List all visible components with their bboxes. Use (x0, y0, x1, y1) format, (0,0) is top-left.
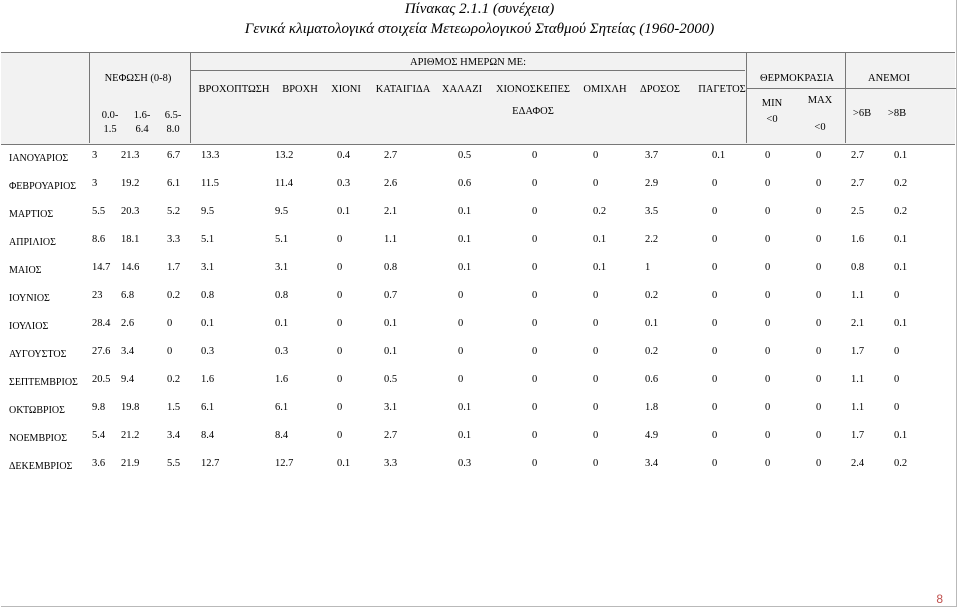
table-cell: 6.1 (275, 402, 289, 413)
month-label: ΙΟΥΛΙΟΣ (9, 321, 49, 332)
month-label: ΜΑΡΤΙΟΣ (9, 209, 54, 220)
table-cell: 2.2 (645, 234, 659, 245)
table-cell: 0.1 (894, 262, 908, 273)
rain-header: ΒΡΟΧΗ (282, 84, 318, 95)
table-cell: 3.4 (645, 458, 659, 469)
table-cell: 0 (816, 318, 822, 329)
table-cell: 0 (593, 374, 599, 385)
month-label: ΟΚΤΩΒΡΙΟΣ (9, 405, 65, 416)
table-cell: 0 (337, 290, 343, 301)
table-cell: 0.7 (384, 290, 398, 301)
table-cell: 0 (337, 374, 343, 385)
table-cell: 0 (532, 374, 538, 385)
table-cell: 0 (337, 346, 343, 357)
table-cell: 0.3 (458, 458, 472, 469)
month-label: ΙΟΥΝΙΟΣ (9, 293, 50, 304)
table-cell: 0 (765, 430, 771, 441)
table-cell: 0 (532, 234, 538, 245)
table-cell: 0.1 (712, 150, 726, 161)
tmax-header: <0 (814, 122, 826, 133)
table-cell: 1.6 (851, 234, 865, 245)
tmin-header: <0 (766, 114, 778, 125)
table-cell: 0.4 (337, 150, 351, 161)
table-cell: 13.2 (275, 150, 294, 161)
table-cell: 23 (92, 290, 103, 301)
table-cell: 0 (816, 346, 822, 357)
table-cell: 0 (765, 234, 771, 245)
table-cell: 19.8 (121, 402, 140, 413)
table-cell: 0 (532, 430, 538, 441)
table-cell: 21.3 (121, 150, 140, 161)
table-cell: 0.1 (458, 234, 472, 245)
table-cell: 9.5 (201, 206, 215, 217)
table-cell: 0.1 (458, 206, 472, 217)
table-cell: 0.1 (384, 318, 398, 329)
table-cell: 27.6 (92, 346, 111, 357)
table-cell: 0.1 (458, 262, 472, 273)
table-cell: 0 (712, 430, 718, 441)
table-cell: 0 (458, 290, 464, 301)
table-cell: 6.1 (201, 402, 215, 413)
month-label: ΙΑΝΟΥΑΡΙΟΣ (9, 153, 69, 164)
table-cell: 3.1 (384, 402, 398, 413)
table-cell: 0 (712, 374, 718, 385)
table-cell: 0 (593, 178, 599, 189)
table-cell: 0.5 (458, 150, 472, 161)
table-cell: 0.2 (593, 206, 607, 217)
table-cell: 6.1 (167, 178, 181, 189)
table-cell: 8.4 (201, 430, 215, 441)
table-cell: 0 (712, 402, 718, 413)
table-cell: 0.2 (894, 178, 908, 189)
table-cell: 3.5 (645, 206, 659, 217)
table-cell: 6.8 (121, 290, 135, 301)
table-cell: 3.7 (645, 150, 659, 161)
table-cell: 0.6 (458, 178, 472, 189)
table-cell: 0.1 (593, 234, 607, 245)
header-divider (746, 88, 956, 89)
table-cell: 0 (532, 262, 538, 273)
table-cell: 1.1 (851, 402, 865, 413)
table-cell: 0 (765, 178, 771, 189)
table-cell: 0.1 (337, 458, 351, 469)
table-cell: 0.1 (894, 150, 908, 161)
table-cell: 0.1 (201, 318, 215, 329)
table-cell: 0.8 (384, 262, 398, 273)
table-cell: 14.7 (92, 262, 111, 273)
table-cell: 0 (765, 458, 771, 469)
table-cell: 5.2 (167, 206, 181, 217)
tmax-header: MAX (807, 95, 833, 106)
table-cell: 0.1 (337, 206, 351, 217)
table-cell: 2.7 (851, 178, 865, 189)
table-cell: 14.6 (121, 262, 140, 273)
month-label: ΜΑΙΟΣ (9, 265, 42, 276)
tmin-header: MIN (761, 98, 783, 109)
cloud-range-1: 1.5 (103, 124, 117, 135)
table-cell: 3.3 (167, 234, 181, 245)
table-cell: 0.8 (201, 290, 215, 301)
rainfall-header: ΒΡΟΧΟΠΤΩΣΗ (198, 84, 270, 95)
table-cell: 0 (894, 290, 900, 301)
table-cell: 0 (593, 150, 599, 161)
table-cell: 0 (816, 402, 822, 413)
hail-header: ΧΑΛΑΖΙ (441, 84, 483, 95)
table-cell: 0 (593, 346, 599, 357)
wind-6b-header: >6B (852, 108, 872, 119)
table-cell: 0.1 (894, 318, 908, 329)
table-cell: 0 (894, 402, 900, 413)
table-cell: 1.7 (167, 262, 181, 273)
table-cell: 21.2 (121, 430, 140, 441)
table-cell: 0.1 (894, 430, 908, 441)
table-cell: 0 (765, 374, 771, 385)
table-cell: 0 (816, 262, 822, 273)
table-cell: 1.6 (275, 374, 289, 385)
table-cell: 0 (894, 346, 900, 357)
header-divider (845, 52, 846, 143)
table-cell: 4.9 (645, 430, 659, 441)
table-cell: 3 (92, 178, 98, 189)
table-cell: 2.4 (851, 458, 865, 469)
snow-header: ΧΙΟΝΙ (331, 84, 361, 95)
table-cell: 3.1 (275, 262, 289, 273)
table-cell: 11.4 (275, 178, 293, 189)
table-cell: 1.1 (851, 290, 865, 301)
table-cell: 0.3 (201, 346, 215, 357)
table-cell: 0 (816, 374, 822, 385)
table-cell: 0 (337, 430, 343, 441)
table-cell: 2.7 (384, 150, 398, 161)
table-cell: 0.2 (645, 290, 659, 301)
table-cell: 2.1 (851, 318, 865, 329)
header-divider (190, 52, 191, 143)
month-label: ΑΥΓΟΥΣΤΟΣ (9, 349, 67, 360)
table-cell: 3 (92, 150, 98, 161)
table-cell: 28.4 (92, 318, 111, 329)
table-cell: 0.8 (275, 290, 289, 301)
table-cell: 0 (816, 290, 822, 301)
table-cell: 0.6 (645, 374, 659, 385)
wind-8b-header: >8B (887, 108, 907, 119)
table-cell: 8.4 (275, 430, 289, 441)
table-cell: 13.3 (201, 150, 220, 161)
table-cell: 0 (337, 262, 343, 273)
table-cell: 0 (167, 318, 173, 329)
cloud-cover-header: ΝΕΦΩΣΗ (0-8) (104, 73, 172, 84)
header-divider (190, 70, 745, 71)
table-cell: 5.1 (201, 234, 215, 245)
cloud-range-2: 1.6- (133, 110, 151, 121)
month-label: ΑΠΡΙΛΙΟΣ (9, 237, 56, 248)
table-cell: 0 (712, 206, 718, 217)
table-cell: 1.7 (851, 430, 865, 441)
table-cell: 5.5 (92, 206, 106, 217)
table-cell: 0 (816, 430, 822, 441)
table-cell: 0 (593, 290, 599, 301)
table-cell: 0 (712, 318, 718, 329)
table-cell: 0.2 (894, 458, 908, 469)
table-cell: 2.7 (851, 150, 865, 161)
snow-cover-header: ΕΔΑΦΟΣ (512, 106, 554, 117)
table-cell: 20.5 (92, 374, 111, 385)
table-cell: 0 (765, 262, 771, 273)
table-cell: 0 (458, 374, 464, 385)
table-cell: 0.5 (384, 374, 398, 385)
table-cell: 0.2 (167, 374, 181, 385)
table-cell: 0 (167, 346, 173, 357)
temperature-header: ΘΕΡΜΟΚΡΑΣΙΑ (760, 73, 834, 84)
table-cell: 0 (458, 318, 464, 329)
table-cell: 0 (765, 150, 771, 161)
table-cell: 2.7 (384, 430, 398, 441)
table-cell: 2.6 (384, 178, 398, 189)
table-cell: 3.4 (167, 430, 181, 441)
table-cell: 0 (816, 150, 822, 161)
table-cell: 0 (712, 458, 718, 469)
table-cell: 19.2 (121, 178, 140, 189)
table-cell: 2.9 (645, 178, 659, 189)
table-cell: 0 (712, 234, 718, 245)
table-cell: 0 (765, 346, 771, 357)
table-cell: 3.1 (201, 262, 215, 273)
table-cell: 0 (593, 402, 599, 413)
table-cell: 0 (593, 458, 599, 469)
table-cell: 8.6 (92, 234, 106, 245)
table-cell: 0.1 (384, 346, 398, 357)
storm-header: ΚΑΤΑΙΓΙΔΑ (375, 84, 431, 95)
table-cell: 2.1 (384, 206, 398, 217)
table-cell: 0 (712, 290, 718, 301)
frost-header: ΠΑΓΕΤΟΣ (698, 84, 746, 95)
table-cell: 0 (816, 206, 822, 217)
winds-header: ΑΝΕΜΟΙ (868, 73, 910, 84)
table-cell: 0.1 (458, 430, 472, 441)
table-cell: 0 (765, 402, 771, 413)
table-cell: 9.4 (121, 374, 135, 385)
table-cell: 0 (532, 402, 538, 413)
table-cell: 0 (532, 290, 538, 301)
header-divider (746, 52, 747, 143)
table-cell: 0.1 (593, 262, 607, 273)
fog-header: ΟΜΙΧΛΗ (583, 84, 627, 95)
table-cell: 2.6 (121, 318, 135, 329)
table-cell: 0.2 (894, 206, 908, 217)
table-cell: 9.8 (92, 402, 106, 413)
table-cell: 0.2 (167, 290, 181, 301)
table-cell: 0 (458, 346, 464, 357)
table-cell: 0 (532, 206, 538, 217)
page-number: 8 (936, 592, 943, 606)
table-cell: 1 (645, 262, 651, 273)
table-cell: 0 (765, 318, 771, 329)
table-cell: 0 (532, 458, 538, 469)
table-cell: 0 (532, 178, 538, 189)
table-cell: 0 (337, 402, 343, 413)
table-cell: 18.1 (121, 234, 140, 245)
table-cell: 20.3 (121, 206, 140, 217)
table-cell: 0 (532, 150, 538, 161)
table-cell: 5.1 (275, 234, 289, 245)
table-cell: 0 (894, 374, 900, 385)
table-cell: 11.5 (201, 178, 219, 189)
table-subtitle: Γενικά κλιματολογικά στοιχεία Μετεωρολογικού Σταθμού Σητείας (1960-2000) (244, 21, 715, 37)
table-cell: 0 (712, 346, 718, 357)
cloud-range-2: 6.4 (135, 124, 149, 135)
table-cell: 0 (712, 178, 718, 189)
table-cell: 0 (712, 262, 718, 273)
month-label: ΔΕΚΕΜΒΡΙΟΣ (9, 461, 73, 472)
month-label: ΣΕΠΤΕΜΒΡΙΟΣ (9, 377, 78, 388)
table-cell: 21.9 (121, 458, 140, 469)
table-cell: 1.7 (851, 346, 865, 357)
table-cell: 0 (337, 318, 343, 329)
table-cell: 1.6 (201, 374, 215, 385)
table-cell: 0.1 (645, 318, 659, 329)
month-label: ΦΕΒΡΟΥΑΡΙΟΣ (9, 181, 77, 192)
table-cell: 12.7 (275, 458, 294, 469)
dew-header: ΔΡΟΣΟΣ (640, 84, 680, 95)
table-cell: 2.5 (851, 206, 865, 217)
table-cell: 0.1 (458, 402, 472, 413)
table-cell: 0 (532, 346, 538, 357)
table-cell: 0.1 (275, 318, 289, 329)
table-cell: 0 (593, 430, 599, 441)
table-cell: 5.5 (167, 458, 181, 469)
table-cell: 3.6 (92, 458, 106, 469)
table-cell: 0.8 (851, 262, 865, 273)
snow-cover-header: ΧΙΟΝΟΣΚΕΠΕΣ (495, 84, 571, 95)
table-cell: 1.5 (167, 402, 181, 413)
table-cell: 0.3 (337, 178, 351, 189)
table-cell: 0 (593, 318, 599, 329)
days-count-header: ΑΡΙΘΜΟΣ ΗΜΕΡΩΝ ΜΕ: (409, 57, 527, 68)
table-cell: 3.3 (384, 458, 398, 469)
table-cell: 1.8 (645, 402, 659, 413)
table-cell: 12.7 (201, 458, 220, 469)
table-cell: 6.7 (167, 150, 181, 161)
table-cell: 0.3 (275, 346, 289, 357)
table-cell: 0 (816, 178, 822, 189)
table-cell: 0 (765, 206, 771, 217)
table-cell: 1.1 (384, 234, 398, 245)
table-cell: 0.2 (645, 346, 659, 357)
table-cell: 0 (765, 290, 771, 301)
month-label: ΝΟΕΜΒΡΙΟΣ (9, 433, 68, 444)
table-cell: 3.4 (121, 346, 135, 357)
table-cell: 0 (816, 458, 822, 469)
table-cell: 9.5 (275, 206, 289, 217)
table-cell: 0 (816, 234, 822, 245)
table-title: Πίνακας 2.1.1 (συνέχεια) (404, 1, 555, 17)
cloud-range-3: 8.0 (166, 124, 180, 135)
table-cell: 0 (337, 234, 343, 245)
header-divider (89, 52, 90, 143)
table-cell: 1.1 (851, 374, 865, 385)
cloud-range-3: 6.5- (164, 110, 182, 121)
cloud-range-1: 0.0- (101, 110, 119, 121)
table-cell: 5.4 (92, 430, 106, 441)
table-cell: 0 (532, 318, 538, 329)
table-cell: 0.1 (894, 234, 908, 245)
